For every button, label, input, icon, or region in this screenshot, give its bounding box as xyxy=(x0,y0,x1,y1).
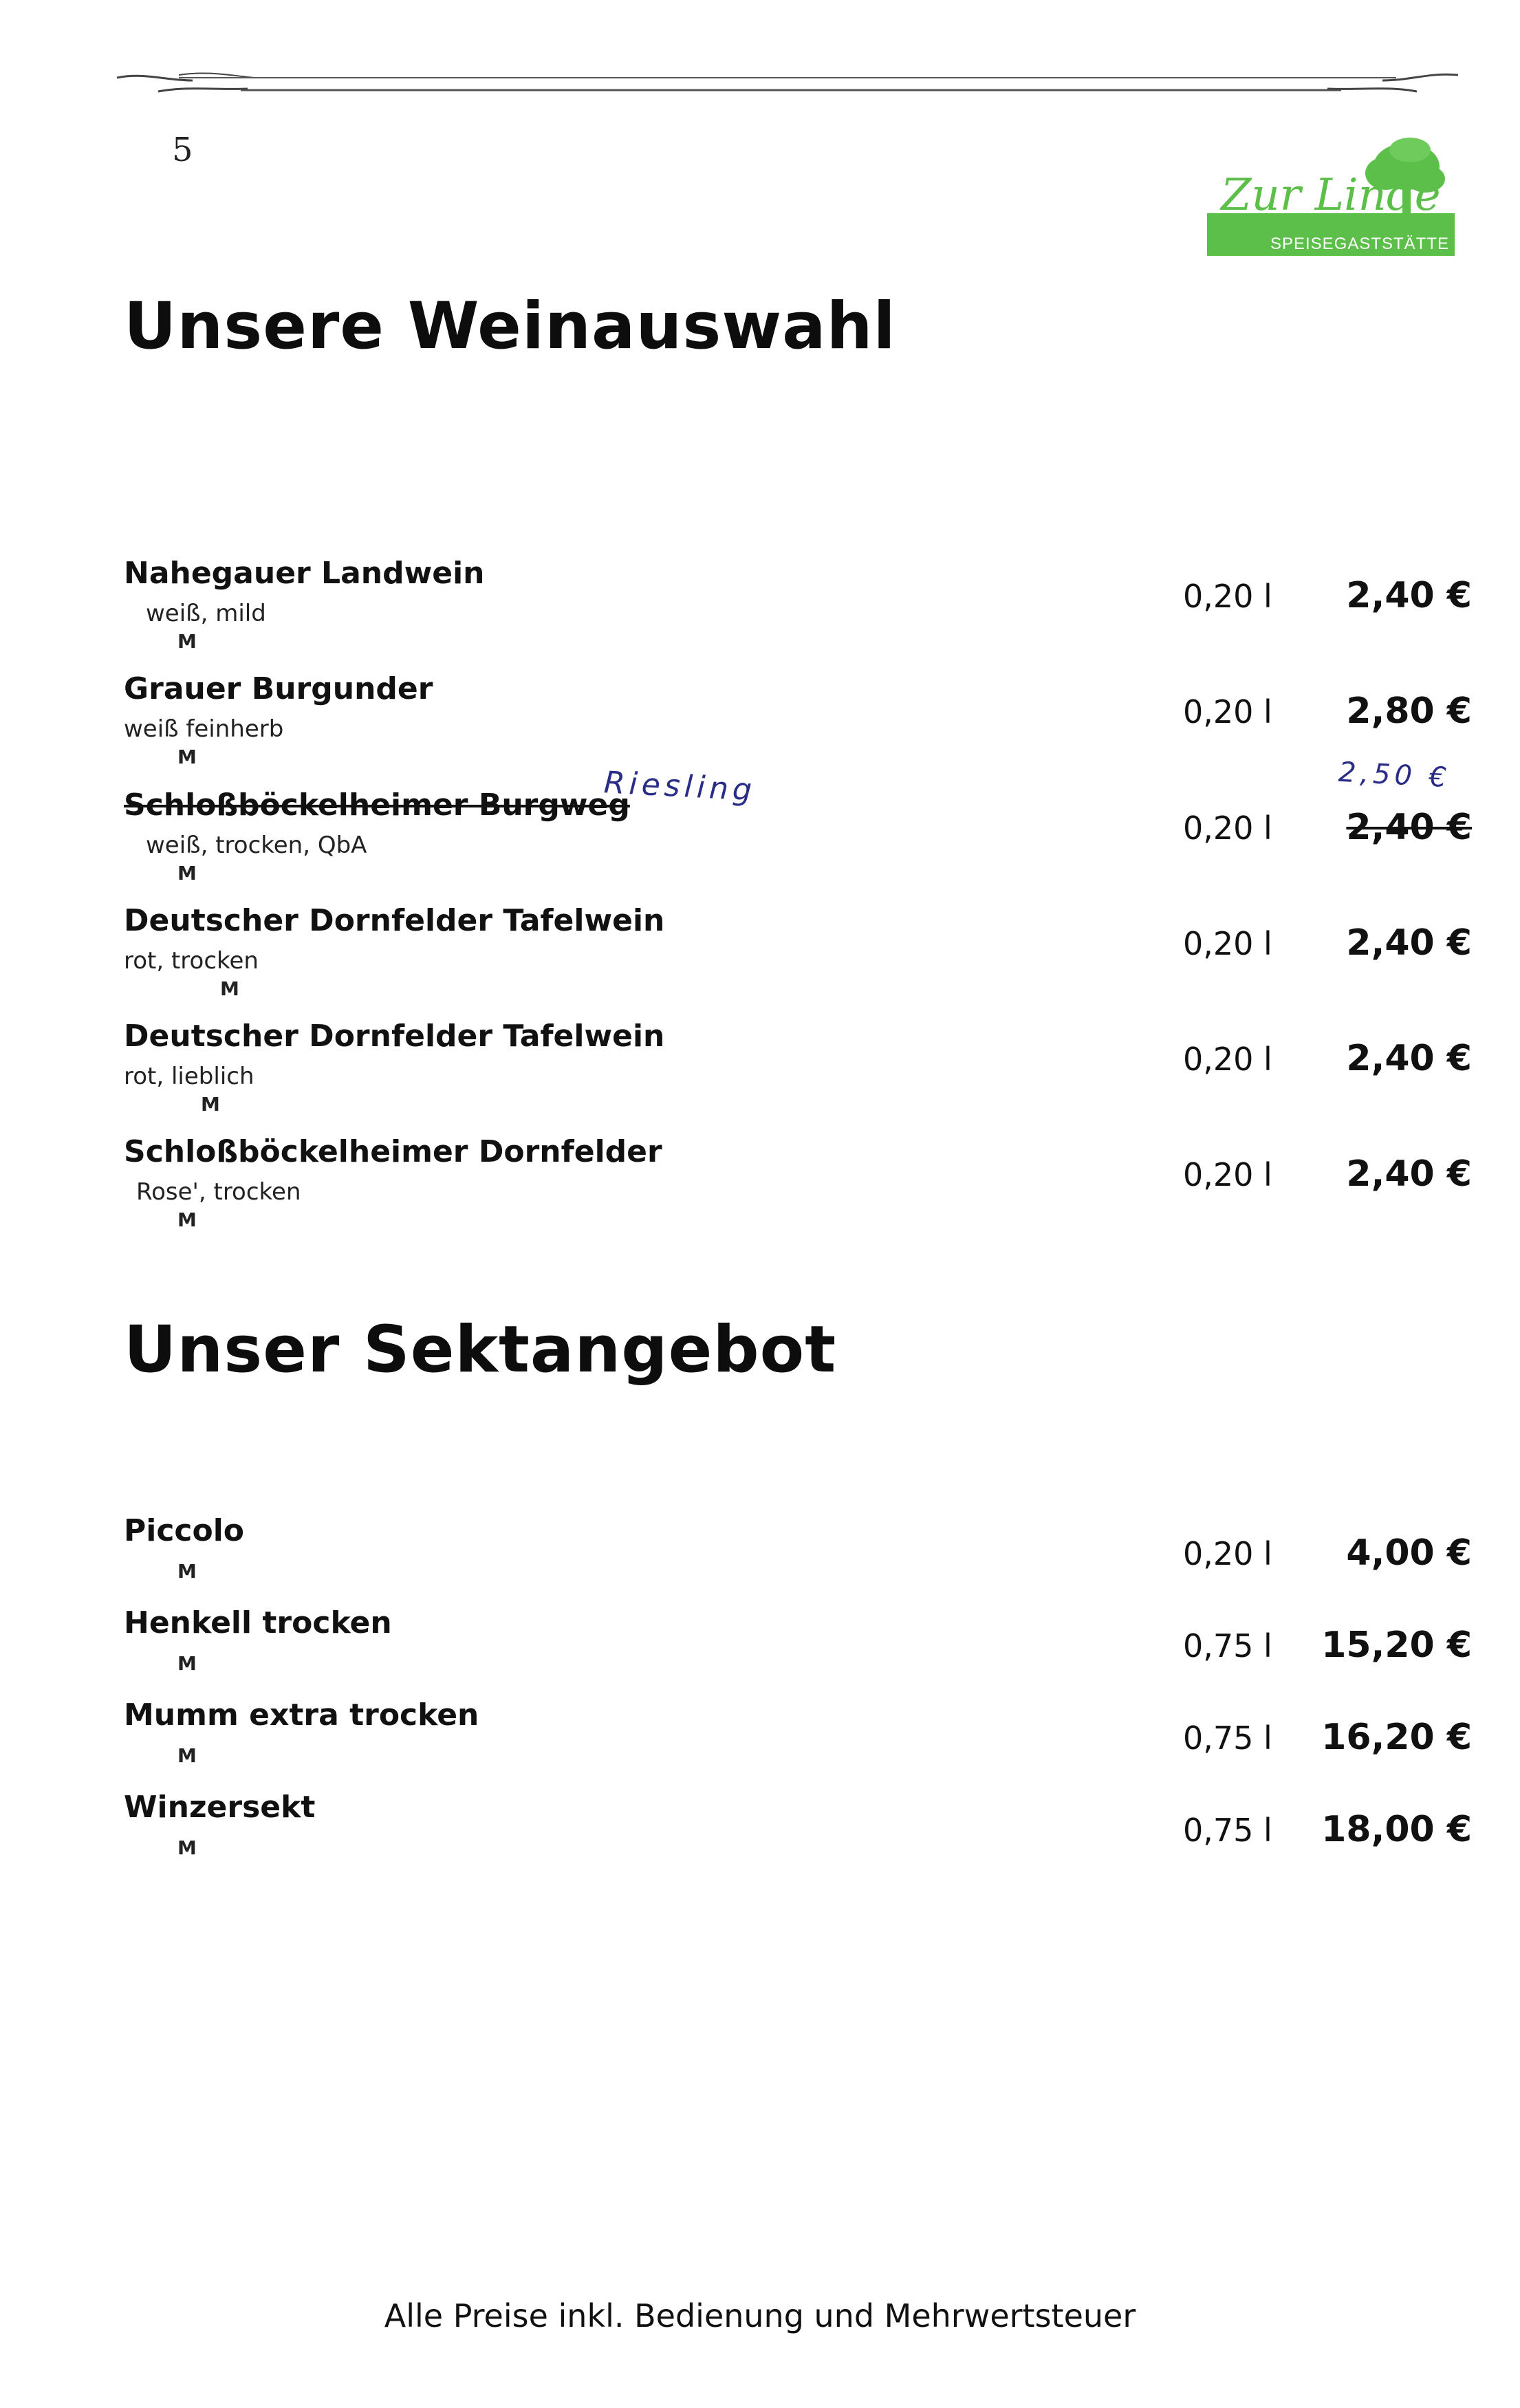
wine-volume: 0,20 l xyxy=(1183,578,1272,615)
wine-description: rot, trocken xyxy=(124,947,259,975)
wine-name: Schloßböckelheimer Dornfelder xyxy=(124,1134,662,1169)
wine-description: weiß, trocken, QbA xyxy=(146,832,367,859)
wine-volume: 0,20 l xyxy=(1183,810,1272,847)
wine-volume: 0,20 l xyxy=(1183,693,1272,730)
wine-description: rot, lieblich xyxy=(124,1063,254,1090)
sekt-volume: 0,20 l xyxy=(1183,1535,1272,1572)
wine-price: 2,40 € xyxy=(1346,1153,1472,1195)
handwritten-price: 2,50 € xyxy=(1337,756,1452,794)
wine-volume: 0,20 l xyxy=(1183,1156,1272,1193)
header-ornament xyxy=(117,65,1458,107)
allergen-tag: M xyxy=(177,630,197,653)
wine-volume: 0,20 l xyxy=(1183,1041,1272,1078)
wine-name: Deutscher Dornfelder Tafelwein xyxy=(124,1019,665,1054)
list-item xyxy=(124,1019,1472,1132)
logo-subtitle: SPEISEGASTSTÄTTE xyxy=(1270,235,1449,253)
wine-volume: 0,20 l xyxy=(1183,925,1272,962)
allergen-tag: M xyxy=(220,977,239,1000)
wine-description: weiß feinherb xyxy=(124,715,284,743)
list-item xyxy=(124,788,1472,901)
wine-description: weiß, mild xyxy=(146,600,266,627)
wine-name: Deutscher Dornfelder Tafelwein xyxy=(124,903,665,938)
page-number: 5 xyxy=(172,131,193,169)
sekt-name: Piccolo xyxy=(124,1513,245,1548)
sekt-volume: 0,75 l xyxy=(1183,1812,1272,1849)
sekt-price: 18,00 € xyxy=(1321,1809,1472,1850)
sekt-price: 16,20 € xyxy=(1321,1717,1472,1758)
wine-description: Rose', trocken xyxy=(136,1178,301,1206)
footer-note: Alle Preise inkl. Bedienung und Mehrwertsteuer xyxy=(384,2297,1136,2334)
allergen-tag: M xyxy=(177,1560,197,1583)
wine-section-title: Unsere Weinauswahl xyxy=(124,289,896,364)
wine-price: 2,40 € xyxy=(1346,922,1472,964)
list-item xyxy=(124,1790,1472,1903)
list-item xyxy=(124,556,1472,669)
list-item xyxy=(124,903,1472,1017)
sekt-section-title: Unser Sektangebot xyxy=(124,1312,837,1387)
sekt-price: 15,20 € xyxy=(1321,1625,1472,1666)
logo-script-text: Zur Linde xyxy=(1221,170,1441,221)
allergen-tag: M xyxy=(177,746,197,768)
list-item xyxy=(124,671,1472,785)
allergen-tag: M xyxy=(177,1836,197,1859)
sekt-volume: 0,75 l xyxy=(1183,1720,1272,1757)
allergen-tag: M xyxy=(177,1652,197,1675)
list-item xyxy=(124,1134,1472,1248)
sekt-name: Mumm extra trocken xyxy=(124,1697,479,1733)
allergen-tag: M xyxy=(177,1744,197,1767)
restaurant-logo xyxy=(1207,131,1455,261)
wine-name: Grauer Burgunder xyxy=(124,671,433,706)
allergen-tag: M xyxy=(201,1093,220,1116)
sekt-name: Winzersekt xyxy=(124,1790,316,1825)
allergen-tag: M xyxy=(177,862,197,885)
wine-price: 2,40 € xyxy=(1346,1038,1472,1079)
sekt-volume: 0,75 l xyxy=(1183,1627,1272,1664)
wine-price: 2,80 € xyxy=(1346,691,1472,732)
allergen-tag: M xyxy=(177,1208,197,1231)
wine-name-struck: Schloßböckelheimer Burgweg xyxy=(124,788,630,823)
wine-price: 2,40 € xyxy=(1346,575,1472,616)
sekt-name: Henkell trocken xyxy=(124,1605,392,1640)
sekt-price: 4,00 € xyxy=(1346,1532,1472,1574)
handwritten-wine-name: Riesling xyxy=(602,765,757,808)
wine-name: Nahegauer Landwein xyxy=(124,556,485,591)
wine-price-struck: 2,40 € xyxy=(1346,807,1472,848)
